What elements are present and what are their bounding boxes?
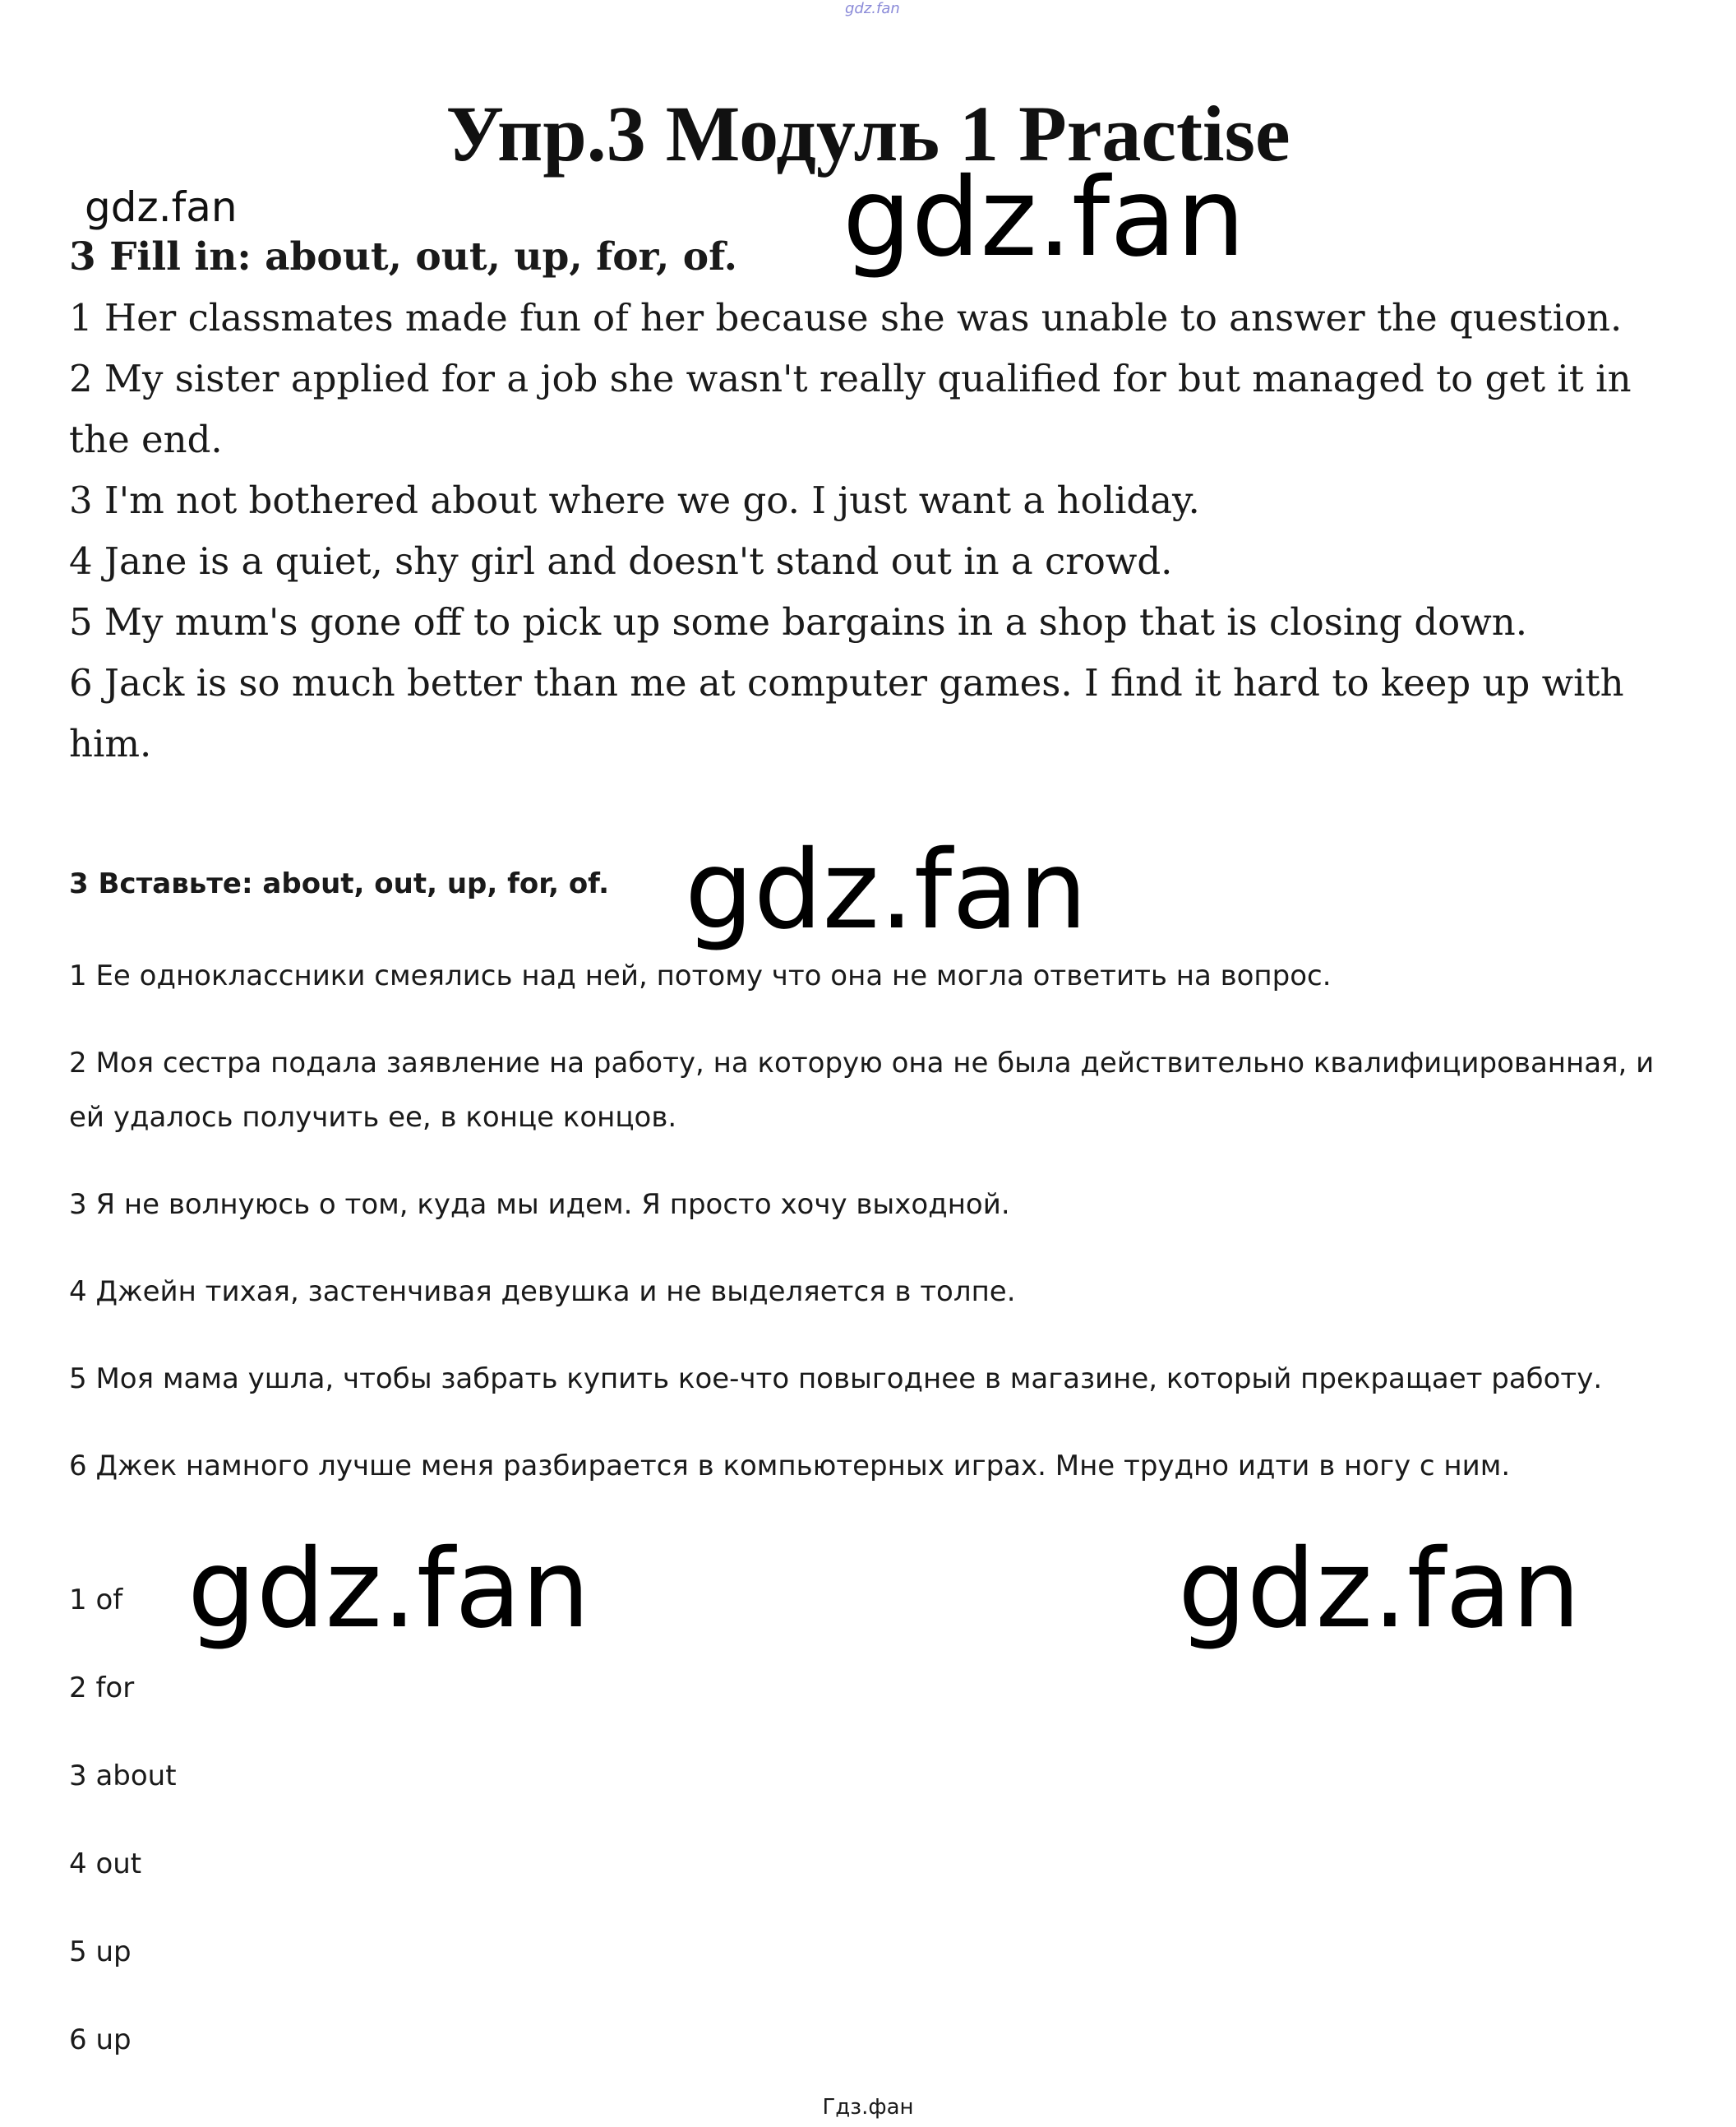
english-exercise bbox=[69, 227, 1680, 775]
english-heading: 3 Fill in: about, out, up, for, of. bbox=[69, 234, 737, 280]
watermark-big: gdz.fan bbox=[685, 827, 1087, 954]
russian-item: 4 Джейн тихая, застенчивая девушка и не выделяется в толпе. bbox=[69, 1275, 1016, 1308]
answer-list bbox=[69, 1580, 177, 2108]
footer-watermark: Гдз.фан bbox=[822, 2095, 914, 2120]
russian-item: 5 Моя мама ушла, чтобы забрать купить кое-что повыгоднее в магазине, который прекращает работу. bbox=[69, 1362, 1603, 1395]
answer-item: 6 up bbox=[69, 2023, 132, 2056]
russian-exercise bbox=[69, 857, 1680, 1526]
watermark-small: gdz.fan bbox=[85, 183, 238, 231]
russian-item: 1 Ее одноклассники смеялись над ней, потому что она не могла ответить на вопрос. bbox=[69, 959, 1332, 992]
answer-item: 5 up bbox=[69, 1935, 132, 1968]
answer-item: 2 for bbox=[69, 1672, 135, 1704]
english-item: 4 Jane is a quiet, shy girl and doesn't stand out in a crowd. bbox=[69, 539, 1173, 583]
russian-item: 3 Я не волнуюсь о том, куда мы идем. Я просто хочу выходной. bbox=[69, 1188, 1010, 1221]
answer-item: 4 out bbox=[69, 1847, 142, 1880]
english-item: 2 My sister applied for a job she wasn't really qualified for but managed to get it in the end. bbox=[69, 357, 1632, 461]
english-item: 1 Her classmates made fun of her because she was unable to answer the question. bbox=[69, 296, 1623, 340]
watermark-big: gdz.fan bbox=[843, 155, 1245, 281]
english-item: 5 My mum's gone off to pick up some bargains in a shop that is closing down. bbox=[69, 600, 1528, 644]
page-title: Упр.3 Модуль 1 Practise bbox=[446, 90, 1290, 178]
russian-item: 6 Джек намного лучше меня разбирается в компьютерных играх. Мне трудно идти в ногу с ним. bbox=[69, 1450, 1511, 1482]
top-watermark: gdz.fan bbox=[845, 0, 900, 17]
watermark-big: gdz.fan bbox=[1178, 1526, 1581, 1653]
watermark-big: gdz.fan bbox=[187, 1526, 590, 1653]
english-item: 6 Jack is so much better than me at computer games. I find it hard to keep up with him. bbox=[69, 661, 1624, 765]
answer-item: 1 of bbox=[69, 1584, 123, 1616]
russian-item: 2 Моя сестра подала заявление на работу, на которую она не была действительно квалифицированная, и ей удалось получить ее, в конце концов. bbox=[69, 1047, 1655, 1134]
answer-item: 3 about bbox=[69, 1759, 177, 1792]
english-item: 3 I'm not bothered about where we go. I just want a holiday. bbox=[69, 479, 1200, 522]
russian-heading: 3 Вставьте: about, out, up, for, of. bbox=[69, 867, 610, 900]
